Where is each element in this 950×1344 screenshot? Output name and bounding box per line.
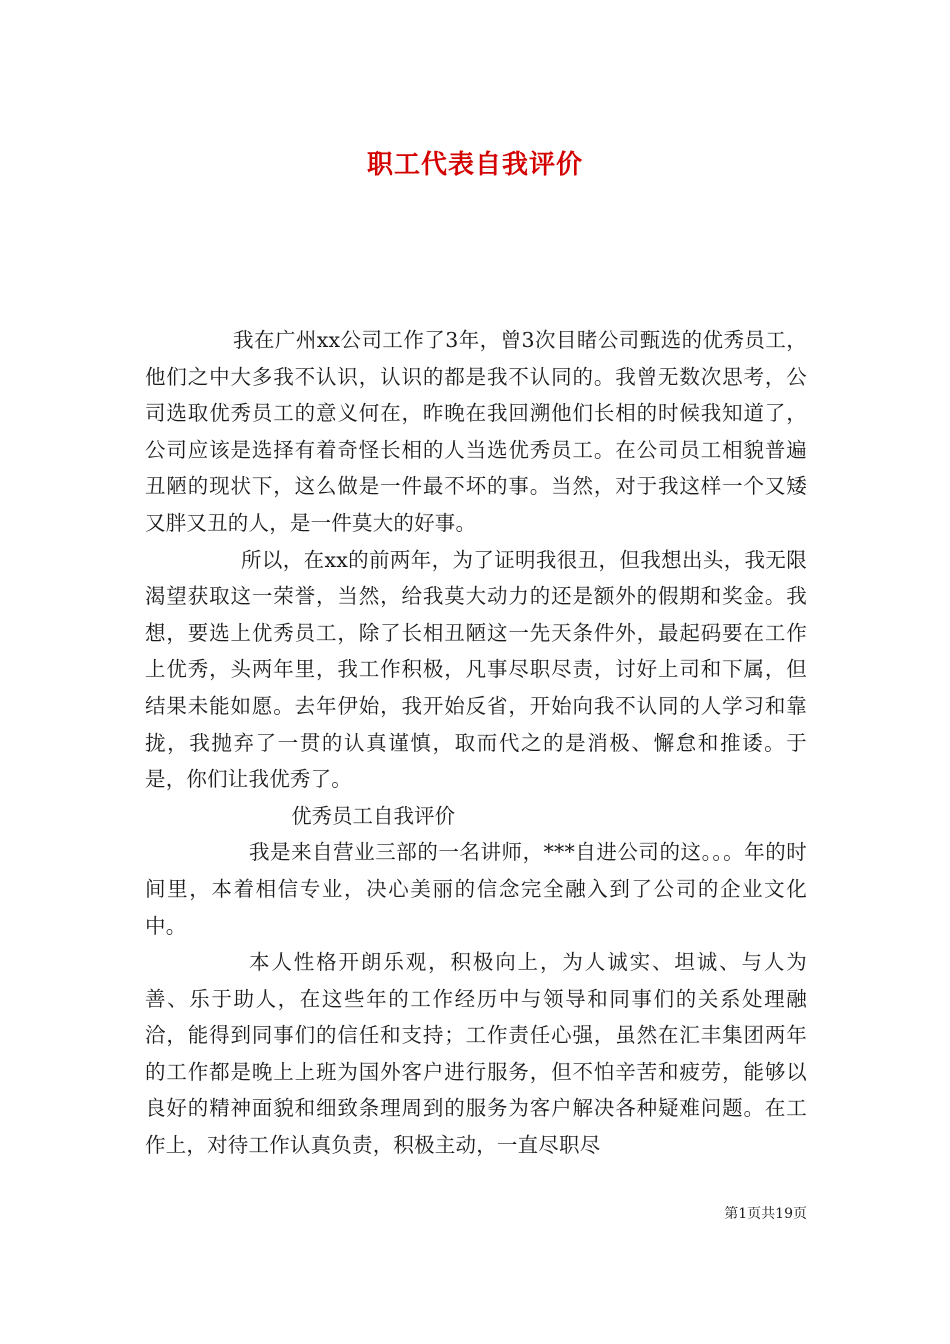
section-subheading: 优秀员工自我评价 bbox=[291, 803, 455, 828]
paragraph-4: 本人性格开朗乐观，积极向上，为人诚实、坦诚、与人为善、乐于助人，在这些年的工作经历中与领导和同事们的关系处理融洽，能得到同事们的信任和支持；工作责任心强，虽然在汇丰集团两年的工作都是晚上上班为国外客户进行服务，但不怕辛苦和疲劳，能够以良好的精神面貌和细致条理周到的服务为客户解决各种疑难问题。在工作上，对待工作认真负责，积极主动，一直尽职尽 bbox=[145, 950, 807, 1158]
document-title: 职工代表自我评价 bbox=[366, 150, 583, 181]
paragraph-3: 我是来自营业三部的一名讲师，***自进公司的这。。。年的时间里，本着相信专业，决心美丽的信念完全融入到了公司的企业文化中。 bbox=[145, 840, 807, 938]
document-body bbox=[145, 322, 807, 1164]
page-number: 第1页共19页 bbox=[724, 1206, 807, 1222]
paragraph-2: 所以，在xx的前两年，为了证明我很丑，但我想出头，我无限渴望获取这一荣誉，当然，给我莫大动力的还是额外的假期和奖金。我想，要选上优秀员工，除了长相丑陋这一先天条件外，最起码要在工作上优秀，头两年里，我工作积极，凡事尽职尽责，讨好上司和下属，但结果未能如愿。去年伊始，我开始反省，开始向我不认同的人学习和靠拢，我抛弃了一贯的认真谨慎，取而代之的是消极、懈怠和推诿。于是，你们让我优秀了。 bbox=[145, 547, 807, 792]
paragraph-1: 我在广州xx公司工作了3年，曾3次目睹公司甄选的优秀员工，他们之中大多我不认识，认识的都是我不认同的。我曾无数次思考，公司选取优秀员工的意义何在，昨晚在我回溯他们长相的时候我知道了，公司应该是选择有着奇怪长相的人当选优秀员工。在公司员工相貌普遍丑陋的现状下，这么做是一件最不坏的事。当然，对于我这样一个又矮又胖又丑的人，是一件莫大的好事。 bbox=[145, 328, 807, 535]
